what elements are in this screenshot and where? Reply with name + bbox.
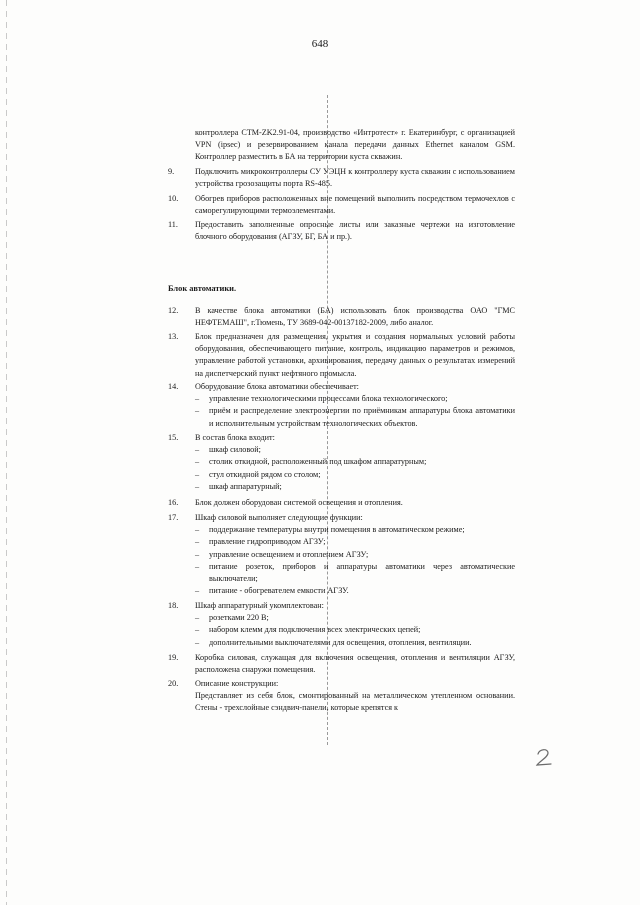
item-number: 10. xyxy=(168,194,179,203)
item-number: 19. xyxy=(168,653,179,662)
section-heading: Блок автоматики. xyxy=(168,284,237,293)
intro-paragraph: контроллера СТМ-ZK2.91-04, производство «Интротест» г. Екатеринбург, с организацией VPN (ipsec) и резервированием канала передачи данных Ethernet каналом GSM. Контроллер разместить в БА на территории куста скважин. xyxy=(195,128,515,162)
list-item-15 xyxy=(168,432,515,493)
bullet-item: – правление гидроприводом АГЗУ; xyxy=(195,536,515,548)
item-number: 16. xyxy=(168,498,179,507)
item-text: Предоставить заполненные опросные листы или заказные чертежи на изготовление блочного оборудования (АГЗУ, БГ, БА и пр.). xyxy=(195,220,515,242)
item-number: 13. xyxy=(168,332,179,341)
list-item-13 xyxy=(168,331,515,380)
item-number: 20. xyxy=(168,679,179,688)
item-number: 14. xyxy=(168,382,179,391)
item-number: 11. xyxy=(168,220,178,229)
item-text: В качестве блока автоматики (БА) использовать блок производства ОАО "ГМС НЕФТЕМАШ", г.Тюмень, ТУ 3689-042-00137182-2009, либо аналог. xyxy=(195,306,515,328)
bullet-item: – набором клемм для подключения всех электрических цепей; xyxy=(195,624,515,636)
item-number: 12. xyxy=(168,306,179,315)
bullet-item: – управление освещением и отоплением АГЗУ; xyxy=(195,549,515,561)
item-number: 18. xyxy=(168,601,179,610)
bullet-item: – питание розеток, приборов и аппаратуры автоматики через автоматические выключатели; xyxy=(195,561,515,585)
bullet-item: – приём и распределение электроэнергии по приёмникам аппаратуры блока автоматики и исполнительным устройствам технологических объектов. xyxy=(195,405,515,429)
list-item-10 xyxy=(168,193,515,217)
list-item-19 xyxy=(168,652,515,676)
page-number: 648 xyxy=(311,38,329,50)
bullet-item: – шкаф силовой; xyxy=(195,444,515,456)
item-text: Описание конструкции: xyxy=(195,679,279,688)
item-number: 9. xyxy=(168,167,175,176)
bullet-item: – розетками 220 В; xyxy=(195,612,515,624)
item-text: Блок предназначен для размещения, укрытия и создания нормальных условий работы оборудования, обеспечивающего питание, контроль, индикацию параметров и режимов, управление работой установки, архивирования, передачу данных о результатах измерений на диспетчерский пункт нефтяного промысла. xyxy=(195,332,515,378)
bullet-item: – питание - обогревателем емкости АГЗУ. xyxy=(195,585,515,597)
item-number: 17. xyxy=(168,513,179,522)
handwritten-mark xyxy=(535,748,553,768)
item-text: Блок должен оборудован системой освещения и отопления. xyxy=(195,498,403,507)
closing-paragraph: Представляет из себя блок, смонтированный на металлическом утепленном основании. Стены - трехслойные сэндвич-панели, которые крепятся к xyxy=(195,691,515,713)
bullet-item: – столик откидной, расположенный под шкафом аппаратурным; xyxy=(195,456,515,468)
list-item-18 xyxy=(168,600,515,649)
list-item-12 xyxy=(168,305,515,329)
bullet-item: – стул откидной рядом со столом; xyxy=(195,469,515,481)
item-text: Шкаф силовой выполняет следующие функции: xyxy=(195,513,363,522)
list-item-9 xyxy=(168,166,515,190)
bullet-item: – шкаф аппаратурный; xyxy=(195,481,515,493)
list-item-20 xyxy=(168,678,515,715)
bullet-item: – поддержание температуры внутри помещения в автоматическом режиме; xyxy=(195,524,515,536)
list-item-16 xyxy=(168,497,515,509)
item-text: Обогрев приборов расположенных вне помещений выполнить посредством термочехлов с саморегулирующими термоэлементами. xyxy=(195,194,515,216)
item-text: Оборудование блока автоматики обеспечивает: xyxy=(195,382,359,391)
bullet-item: – дополнительными выключателями для освещения, отопления, вентиляции. xyxy=(195,637,515,649)
item-text: Подключить микроконтроллеры СУ УЭЦН к контроллеру куста скважин с использованием устройства грозозащиты порта RS-485. xyxy=(195,167,515,189)
scan-edge-marks xyxy=(6,0,7,905)
item-text: Коробка силовая, служащая для включения освещения, отопления и вентиляции АГЗУ, расположена снаружи помещения. xyxy=(195,653,515,675)
list-item-17 xyxy=(168,512,515,597)
item-text: В состав блока входит: xyxy=(195,433,275,442)
item-text: Шкаф аппаратурный укомплектован: xyxy=(195,601,324,610)
item-number: 15. xyxy=(168,433,179,442)
list-item-11 xyxy=(168,219,515,243)
bullet-item: – управление технологическими процессами блока технологического; xyxy=(195,393,515,405)
list-item-14 xyxy=(168,381,515,430)
